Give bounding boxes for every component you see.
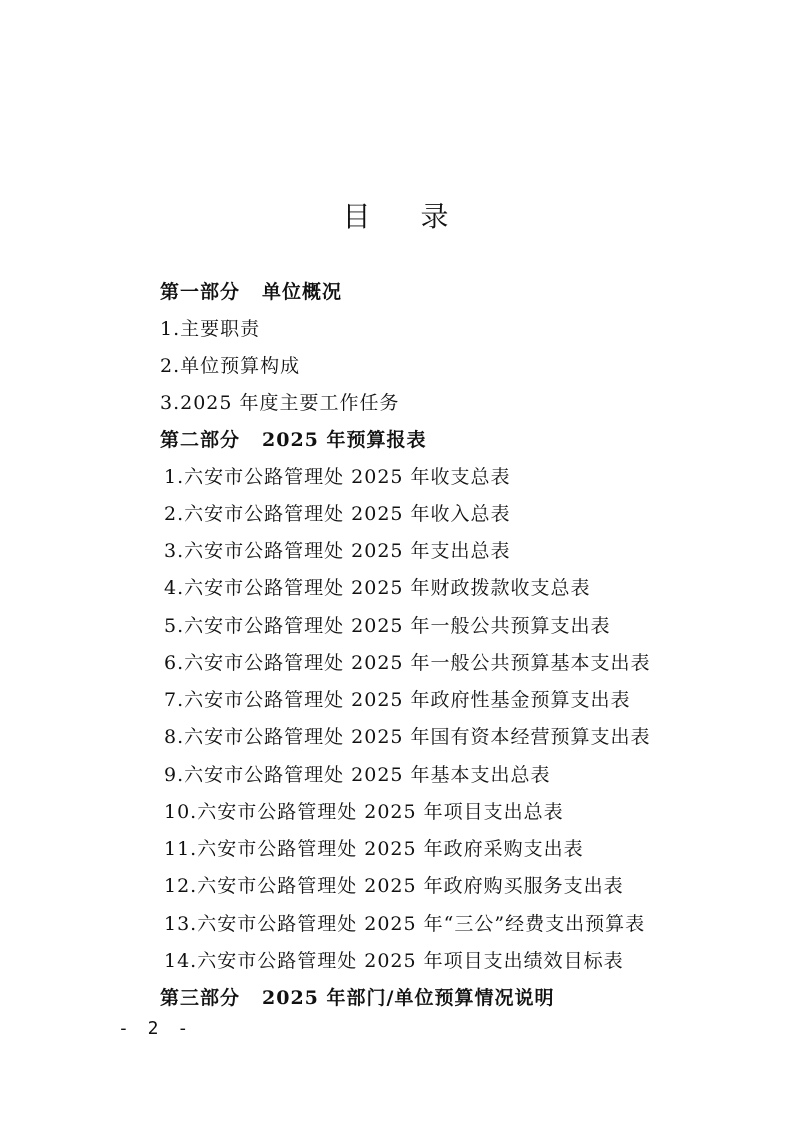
toc-item[interactable]: 4.六安市公路管理处 2025 年财政拨款收支总表 [164, 577, 591, 599]
toc-item[interactable]: 3.2025 年度主要工作任务 [160, 392, 400, 414]
toc-item[interactable]: 14.六安市公路管理处 2025 年项目支出绩效目标表 [164, 950, 624, 972]
page-title [0, 195, 793, 235]
toc-part-3-prefix: 第三部分 [160, 987, 241, 1009]
toc-item[interactable]: 3.六安市公路管理处 2025 年支出总表 [164, 540, 511, 562]
toc-part-2-name: 2025 年预算报表 [262, 429, 427, 451]
toc-item[interactable]: 12.六安市公路管理处 2025 年政府购买服务支出表 [164, 875, 624, 897]
toc-item[interactable]: 8.六安市公路管理处 2025 年国有资本经营预算支出表 [164, 726, 651, 748]
toc-part-2-heading[interactable] [160, 427, 427, 453]
toc-item[interactable]: 9.六安市公路管理处 2025 年基本支出总表 [164, 764, 551, 786]
toc-part-3-name: 2025 年部门/单位预算情况说明 [262, 987, 555, 1009]
toc-item[interactable]: 7.六安市公路管理处 2025 年政府性基金预算支出表 [164, 689, 631, 711]
toc-item[interactable]: 5.六安市公路管理处 2025 年一般公共预算支出表 [164, 615, 611, 637]
toc-part-2-prefix: 第二部分 [160, 429, 241, 451]
toc-item[interactable]: 1.主要职责 [160, 318, 261, 340]
toc-item[interactable]: 13.六安市公路管理处 2025 年“三公”经费支出预算表 [164, 913, 646, 935]
toc-item[interactable]: 2.单位预算构成 [160, 355, 301, 377]
page-title-char-2: 录 [420, 200, 451, 233]
toc-item[interactable]: 6.六安市公路管理处 2025 年一般公共预算基本支出表 [164, 652, 651, 674]
toc-part-1-name: 单位概况 [262, 281, 343, 303]
page-title-char-1: 目 [342, 200, 373, 233]
toc-part-1-heading[interactable] [160, 279, 342, 305]
toc-item[interactable]: 2.六安市公路管理处 2025 年收入总表 [164, 503, 511, 525]
toc-item[interactable]: 1.六安市公路管理处 2025 年收支总表 [164, 466, 511, 488]
toc-item[interactable]: 11.六安市公路管理处 2025 年政府采购支出表 [164, 838, 584, 860]
toc-item[interactable]: 10.六安市公路管理处 2025 年项目支出总表 [164, 801, 564, 823]
toc-part-3-heading[interactable] [160, 985, 554, 1011]
toc-part-1-prefix: 第一部分 [160, 281, 241, 303]
page-number: - 2 - [118, 1018, 193, 1039]
